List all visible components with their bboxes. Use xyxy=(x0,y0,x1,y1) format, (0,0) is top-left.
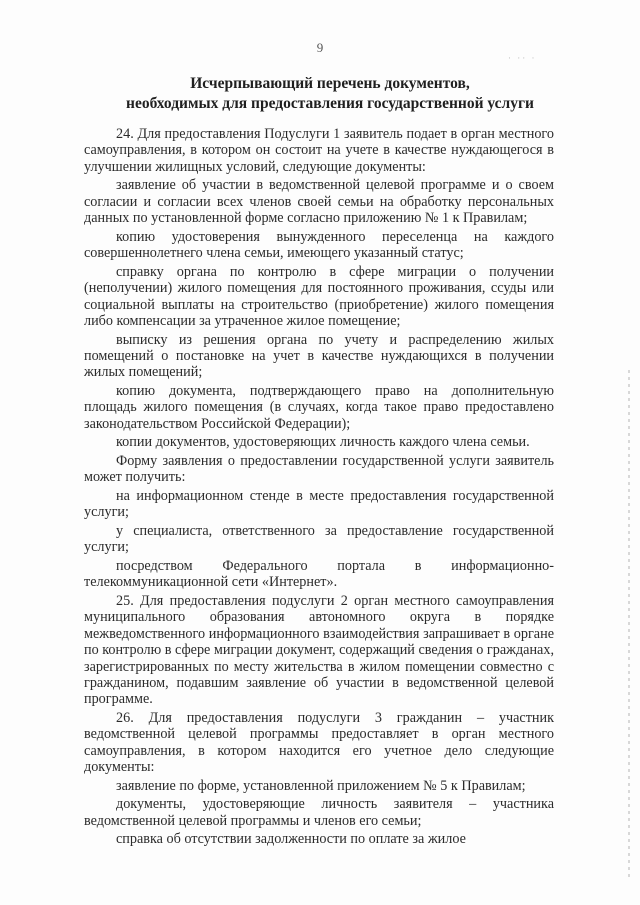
paragraph: заявление об участии в ведомственной целевой программе и о своем согласии и согласии всех членов своей семьи на обработку персональных данных по установленной форме согласно приложению № 1 к Правилам; xyxy=(84,177,554,227)
section-title-line-1: Исчерпывающий перечень документов, xyxy=(190,75,470,92)
document-body xyxy=(84,126,554,848)
paragraph: копию документа, подтверждающего право на дополнительную площадь жилого помещения (в случаях, когда такое право предоставлено законодательством Российской Федерации); xyxy=(84,383,554,432)
paragraph: Форму заявления о предоставлении государственной услуги заявитель может получить: xyxy=(84,453,554,486)
paragraph: справку органа по контролю в сфере миграции о получении (неполучении) жилого помещения для постоянного проживания, ссуды или социальной выплаты на строительство (приобретение) жилого помещения либо компенсации за утраченное жилое помещение; xyxy=(84,263,554,330)
page-number: 9 xyxy=(316,40,324,55)
paragraph: документы, удостоверяющие личность заявителя – участника ведомственной целевой программы и членов его семьи; xyxy=(84,796,554,829)
paragraph: выписку из решения органа по учету и распределению жилых помещений о постановке на учет в качестве нуждающихся в получении жилых помещений; xyxy=(84,331,554,381)
paragraph: справка об отсутствии задолженности по оплате за жилое xyxy=(116,831,466,848)
paragraph: на информационном стенде в месте предоставления государственной услуги; xyxy=(84,488,554,521)
scan-edge-artifact xyxy=(628,370,630,880)
section-title xyxy=(110,74,550,114)
paragraph: 24. Для предоставления Подуслуги 1 заявитель подает в орган местного самоуправления, в котором он состоит на учете в качестве нуждающегося в улучшении жилищных условий, следующие документы: xyxy=(84,126,554,175)
paragraph: 26. Для предоставления подуслуги 3 гражданин – участник ведомственной целевой программы предоставляет в орган местного самоуправления, в котором находится его учетное дело следующие документы: xyxy=(84,710,554,776)
scan-artifact: · ·· · xyxy=(508,53,537,63)
section-title-line-2: необходимых для предоставления государственной услуги xyxy=(126,95,534,112)
paragraph: копию удостоверения вынужденного переселенца на каждого совершеннолетнего члена семьи, имеющего указанный статус; xyxy=(84,228,554,262)
paragraph: копии документов, удостоверяющих личность каждого члена семьи. xyxy=(116,434,530,451)
paragraph: у специалиста, ответственного за предоставление государственной услуги; xyxy=(84,523,554,556)
paragraph: посредством Федерального портала в информационно-телекоммуникационной сети «Интернет». xyxy=(84,558,554,591)
paragraph: заявление по форме, установленной приложением № 5 к Правилам; xyxy=(116,777,526,794)
paragraph: 25. Для предоставления подуслуги 2 орган местного самоуправления муниципального образования автономного округа в порядке межведомственного информационного взаимодействия запрашивает в органе по контролю в сфере миграции документ, содержащий сведения о гражданах, зарегистрированных по месту жительства в жилом помещении совместно с гражданином, подавшим заявление об участии в ведомственной целевой программе. xyxy=(84,593,554,708)
